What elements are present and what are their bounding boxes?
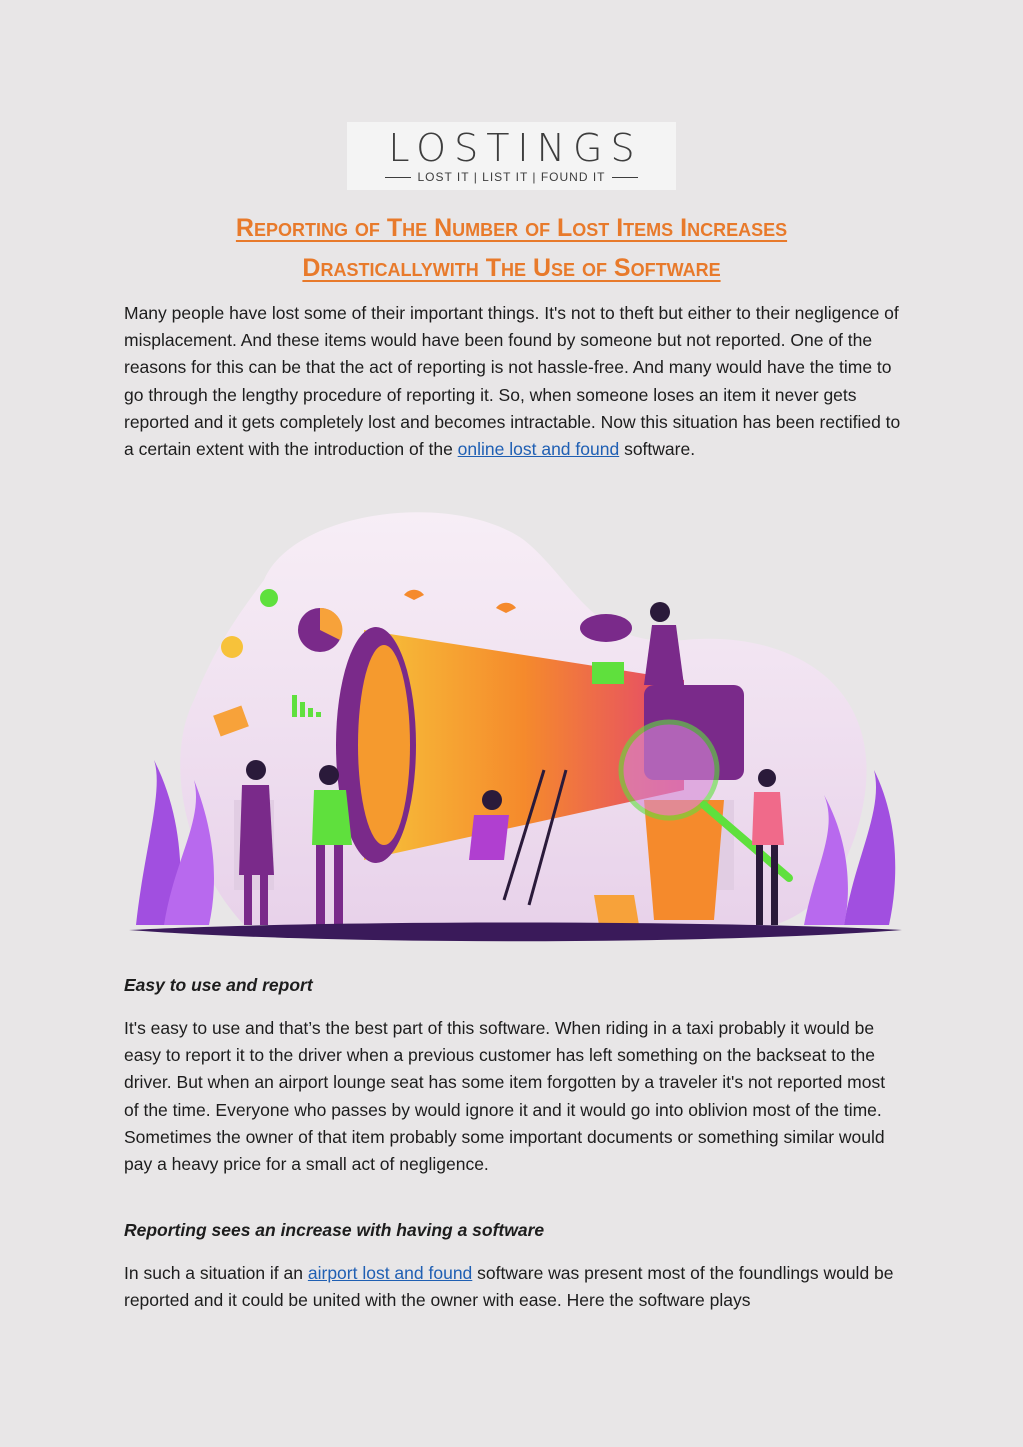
section-heading-reporting-increase: Reporting sees an increase with having a software — [124, 1220, 545, 1240]
title-line-2: Drasticallywith The Use of Software — [302, 254, 721, 282]
online-lost-and-found-link[interactable]: online lost and found — [457, 439, 620, 460]
brand-logo — [347, 122, 676, 190]
section-1-paragraph: It's easy to use and that’s the best part of this software. When riding in a taxi probably it would be easy to report it to the driver when a previous customer has left something on the backseat to the driver. But when an airport lounge seat has some item forgotten by a traveler it's not reported most of the time. Everyone who passes by would ignore it and it would go into oblivion most of the time. Sometimes the owner of that item probably some important documents or something similar would pay a heavy price for a small act of negligence. — [124, 1018, 886, 1175]
megaphone-illustration — [124, 500, 904, 960]
logo-wordmark: LOSTINGS — [388, 126, 643, 170]
title-line-1: Reporting of The Number of Lost Items Increases — [235, 214, 788, 242]
page-title — [124, 208, 899, 288]
section-heading-easy-to-use: Easy to use and report — [124, 975, 313, 995]
airport-lost-and-found-link[interactable]: airport lost and found — [307, 1263, 473, 1283]
section-2-paragraph: In such a situation if an airport lost and found software was present most of the foundlings would be reported and it could be united with the owner with ease. Here the software plays — [124, 1263, 894, 1311]
logo-tagline: LOST IT | LIST IT | FOUND IT — [385, 170, 637, 184]
intro-paragraph: Many people have lost some of their important things. It's not to theft but either to their negligence of misplacement. And these items would have been found by someone but not reported. One of the reasons for this can be that the act of reporting is not hassle-free. And many would have the time to go through the lengthy procedure of reporting it. So, when someone loses an item it never gets reported and it gets completely lost and becomes intractable. Now this situation has been rectified to a certain extent with the introduction of the online lost and found software. — [124, 303, 901, 460]
